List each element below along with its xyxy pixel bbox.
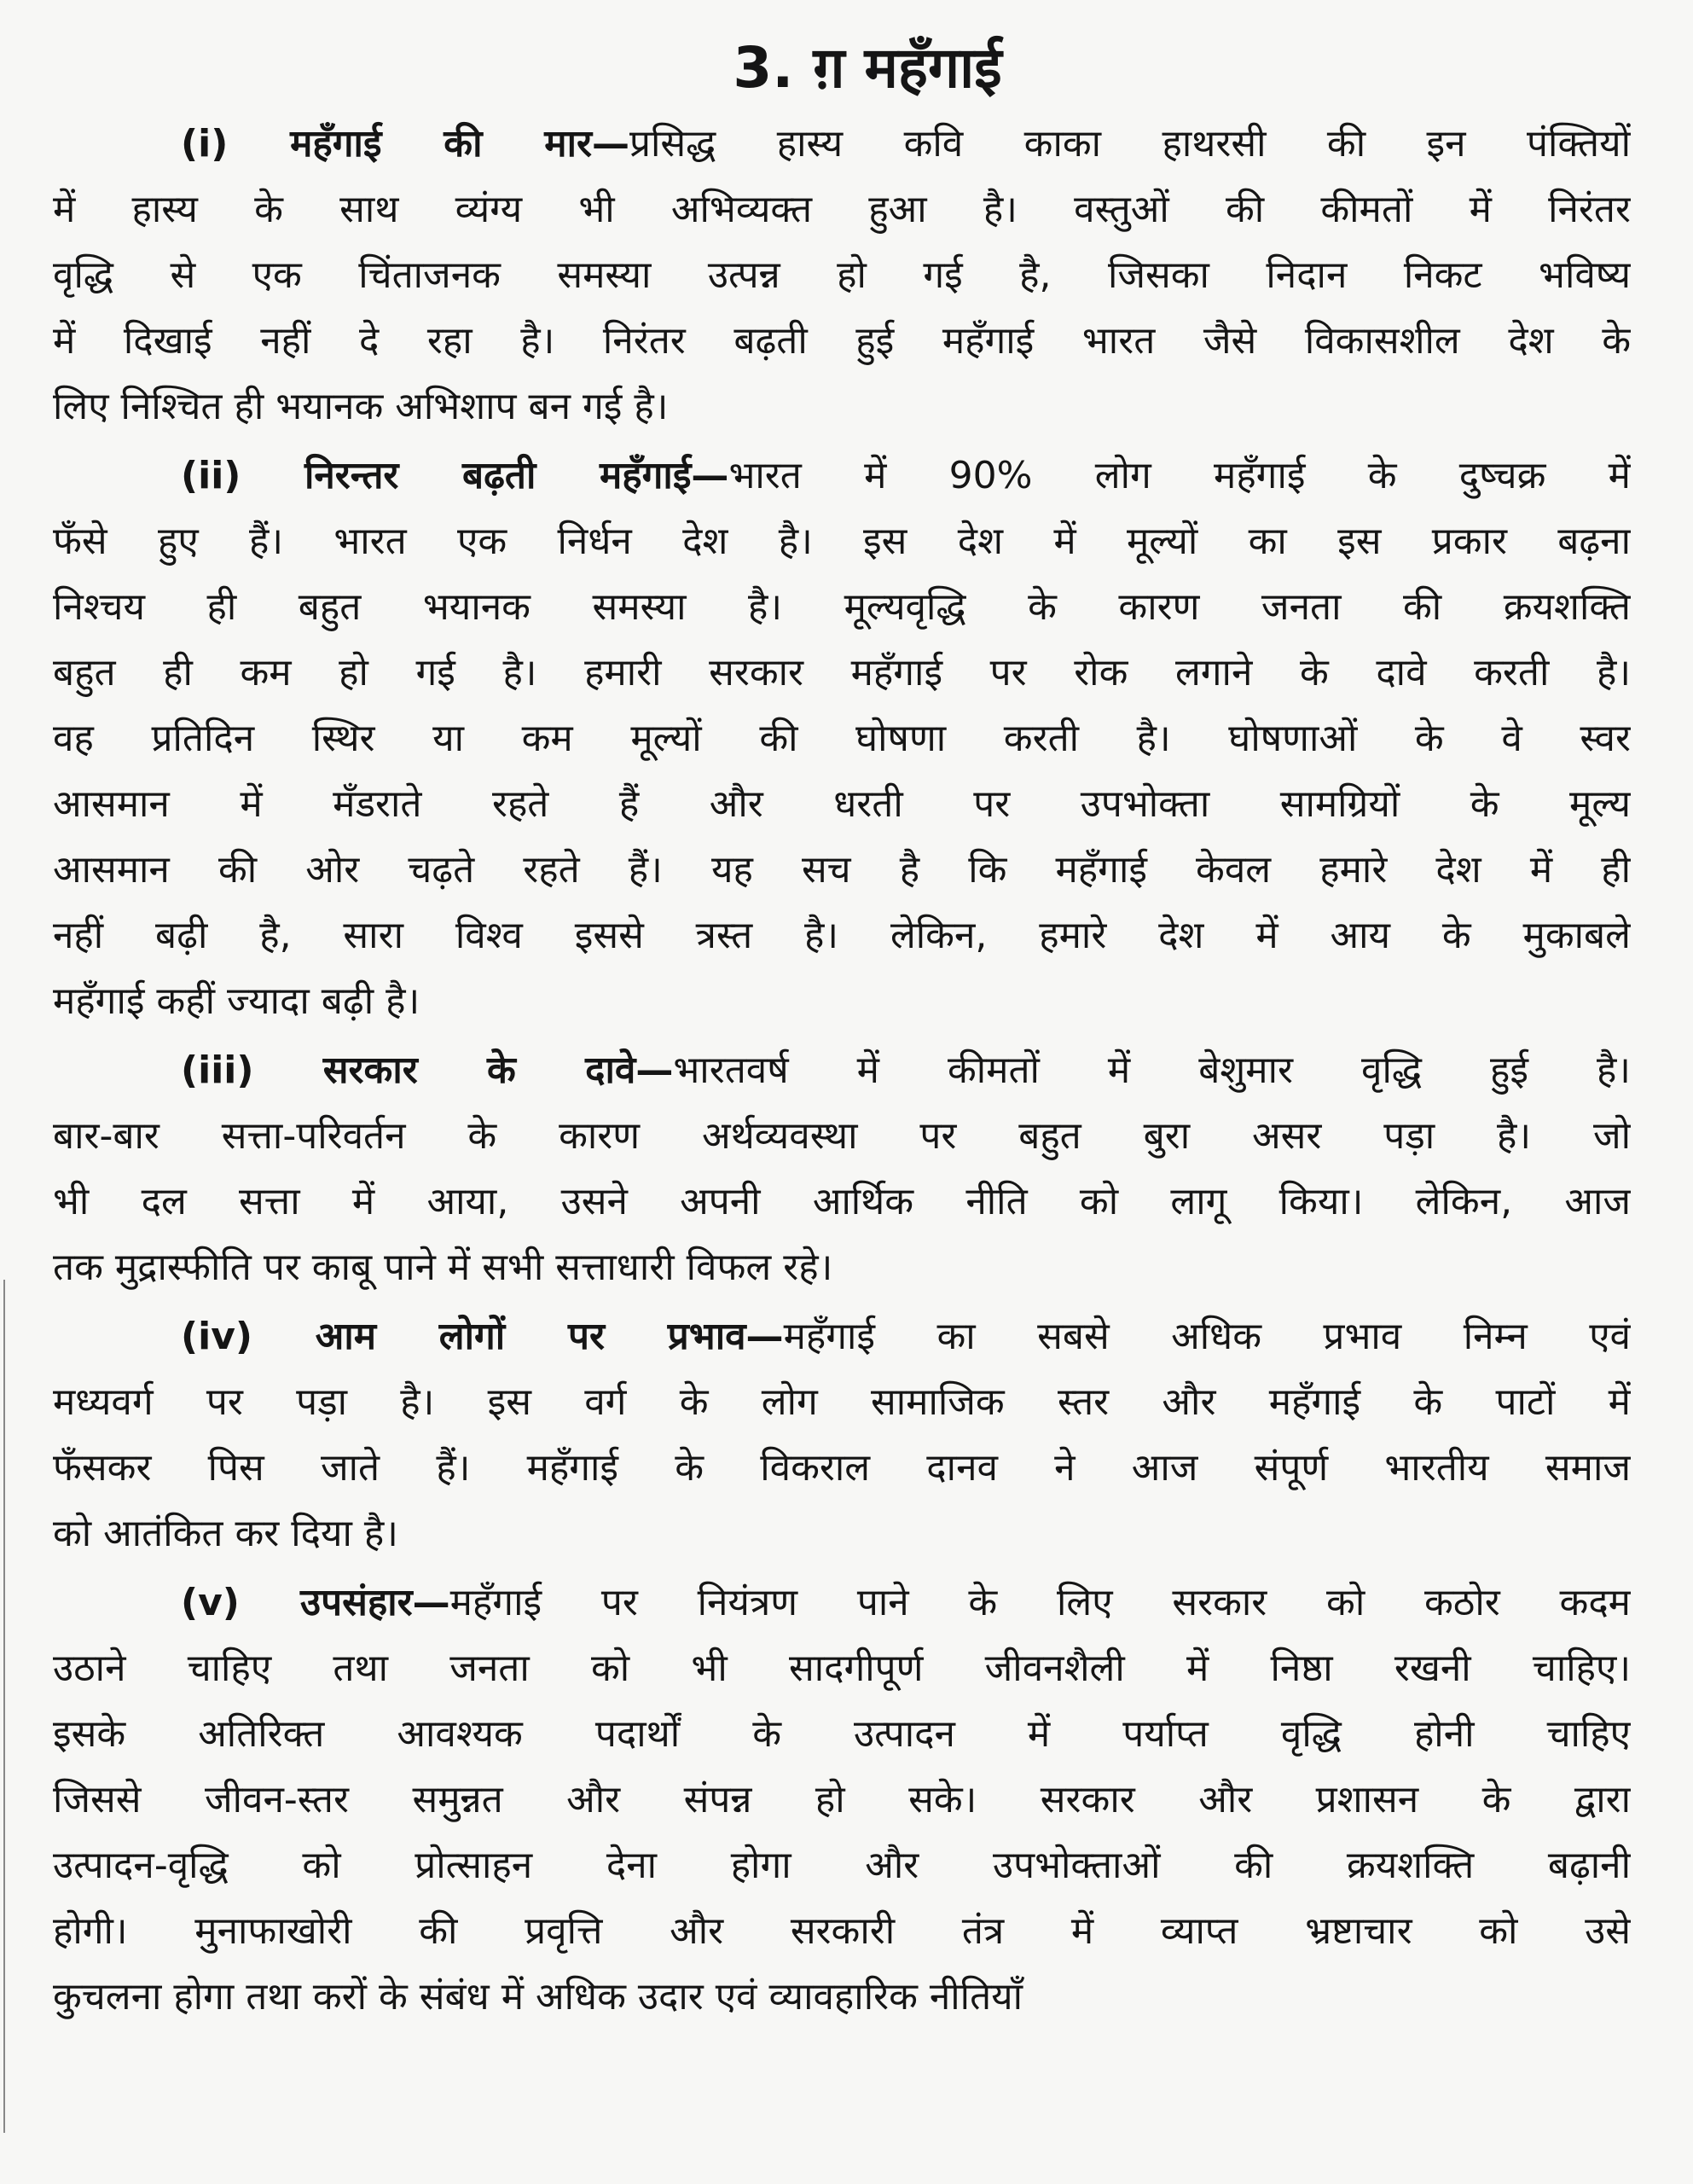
line-text: बार-बार सत्ता-परिवर्तन के कारण अर्थव्यवस्था पर बहुत बुरा असर पड़ा है। जो xyxy=(53,1114,1631,1158)
text-line xyxy=(53,837,1631,903)
text-line xyxy=(53,1833,1631,1898)
text-line xyxy=(53,1234,1631,1300)
line-text: में दिखाई नहीं दे रहा है। निरंतर बढ़ती हुई महँगाई भारत जैसे विकासशील देश के xyxy=(53,319,1631,363)
line-text: महँगाई पर नियंत्रण पाने के लिए सरकार को कठोर कदम xyxy=(449,1581,1631,1624)
section-heading: (iii) सरकार के दावे— xyxy=(181,1048,674,1092)
line-text: निश्चय ही बहुत भयानक समस्या है। मूल्यवृद्धि के कारण जनता की क्रयशक्ति xyxy=(53,585,1631,629)
line-text: भारत में 90% लोग महँगाई के दुष्चक्र में xyxy=(728,454,1631,497)
line-text: इसके अतिरिक्त आवश्यक पदार्थों के उत्पादन में पर्याप्त वृद्धि होनी चाहिए xyxy=(53,1712,1631,1756)
text-line xyxy=(53,1701,1631,1767)
text-line xyxy=(53,1304,1631,1369)
text-line xyxy=(53,374,1631,439)
text-line xyxy=(53,1435,1631,1501)
text-line xyxy=(53,1037,1631,1103)
line-text: वह प्रतिदिन स्थिर या कम मूल्यों की घोषणा करती है। घोषणाओं के वे स्वर xyxy=(53,717,1631,760)
line-text: फँसकर पिस जाते हैं। महँगाई के विकराल दानव ने आज संपूर्ण भारतीय समाज xyxy=(53,1446,1631,1490)
section-heading: (i) महँगाई की मार— xyxy=(181,122,629,166)
line-text: को आतंकित कर दिया है। xyxy=(53,1512,398,1555)
line-text: महँगाई कहीं ज्यादा बढ़ी है। xyxy=(53,979,420,1023)
line-text: नहीं बढ़ी है, सारा विश्व इससे त्रस्त है। लेकिन, हमारे देश में आय के मुकाबले xyxy=(53,914,1631,957)
text-line xyxy=(53,706,1631,771)
text-line xyxy=(53,771,1631,837)
line-text: महँगाई का सबसे अधिक प्रभाव निम्न एवं xyxy=(783,1315,1631,1358)
text-line xyxy=(53,111,1631,177)
text-line xyxy=(53,242,1631,308)
text-line xyxy=(53,308,1631,374)
line-text: जिससे जीवन-स्तर समुन्नत और संपन्न हो सके। सरकार और प्रशासन के द्वारा xyxy=(53,1778,1631,1821)
line-text: उत्पादन-वृद्धि को प्रोत्साहन देना होगा और उपभोक्ताओं की क्रयशक्ति बढ़ानी xyxy=(53,1844,1631,1887)
text-line xyxy=(53,1369,1631,1435)
text-line xyxy=(53,1169,1631,1234)
text-line xyxy=(53,508,1631,574)
text-line xyxy=(53,640,1631,706)
line-text: होगी। मुनाफाखोरी की प्रवृत्ति और सरकारी तंत्र में व्याप्त भ्रष्टाचार को उसे xyxy=(53,1909,1631,1953)
line-text: फँसे हुए हैं। भारत एक निर्धन देश है। इस देश में मूल्यों का इस प्रकार बढ़ना xyxy=(53,520,1631,563)
line-text: बहुत ही कम हो गई है। हमारी सरकार महँगाई पर रोक लगाने के दावे करती है। xyxy=(53,651,1631,694)
line-text: में हास्य के साथ व्यंग्य भी अभिव्यक्त हुआ है। वस्तुओं की कीमतों में निरंतर xyxy=(53,188,1631,231)
line-text: कुचलना होगा तथा करों के संबंध में अधिक उदार एवं व्यावहारिक नीतियाँ xyxy=(53,1975,1023,2018)
line-text: मध्यवर्ग पर पड़ा है। इस वर्ग के लोग सामाजिक स्तर और महँगाई के पाटों में xyxy=(53,1380,1631,1424)
text-line xyxy=(53,1964,1631,2030)
text-line xyxy=(53,903,1631,968)
text-line xyxy=(53,574,1631,640)
paragraph xyxy=(53,1037,1631,1300)
section-heading: (iv) आम लोगों पर प्रभाव— xyxy=(181,1315,784,1358)
line-text: भारतवर्ष में कीमतों में बेशुमार वृद्धि हुई है। xyxy=(673,1048,1631,1092)
text-line xyxy=(53,177,1631,242)
line-text: आसमान की ओर चढ़ते रहते हैं। यह सच है कि महँगाई केवल हमारे देश में ही xyxy=(53,848,1631,892)
line-text: भी दल सत्ता में आया, उसने अपनी आर्थिक नीति को लागू किया। लेकिन, आज xyxy=(53,1180,1631,1223)
paragraph xyxy=(53,111,1631,439)
paragraph xyxy=(53,443,1631,1034)
scan-margin-mark xyxy=(3,1280,5,2133)
document-page xyxy=(53,26,1631,2033)
text-line xyxy=(53,1898,1631,1964)
paragraph xyxy=(53,1304,1631,1566)
section-heading: (v) उपसंहार— xyxy=(181,1581,450,1624)
text-line xyxy=(53,1635,1631,1701)
text-line xyxy=(53,443,1631,508)
line-text: उठाने चाहिए तथा जनता को भी सादगीपूर्ण जीवनशैली में निष्ठा रखनी चाहिए। xyxy=(53,1647,1631,1690)
text-line xyxy=(53,1570,1631,1635)
text-line xyxy=(53,1767,1631,1833)
section-heading: (ii) निरन्तर बढ़ती महँगाई— xyxy=(181,454,729,497)
line-text: वृद्धि से एक चिंताजनक समस्या उत्पन्न हो गई है, जिसका निदान निकट भविष्य xyxy=(53,253,1631,297)
paragraph xyxy=(53,1570,1631,2030)
page-title: 3. ग़ महँगाई xyxy=(733,35,1002,101)
text-line xyxy=(53,1103,1631,1169)
text-line xyxy=(53,1501,1631,1566)
text-line xyxy=(53,968,1631,1034)
line-text: लिए निश्चित ही भयानक अभिशाप बन गई है। xyxy=(53,385,669,428)
line-text: तक मुद्रास्फीति पर काबू पाने में सभी सत्ताधारी विफल रहे। xyxy=(53,1246,833,1289)
line-text: आसमान में मँडराते रहते हैं और धरती पर उपभोक्ता सामग्रियों के मूल्य xyxy=(53,782,1631,826)
essay-body xyxy=(53,111,1631,2030)
line-text: प्रसिद्ध हास्य कवि काका हाथरसी की इन पंक्तियों xyxy=(629,122,1631,166)
